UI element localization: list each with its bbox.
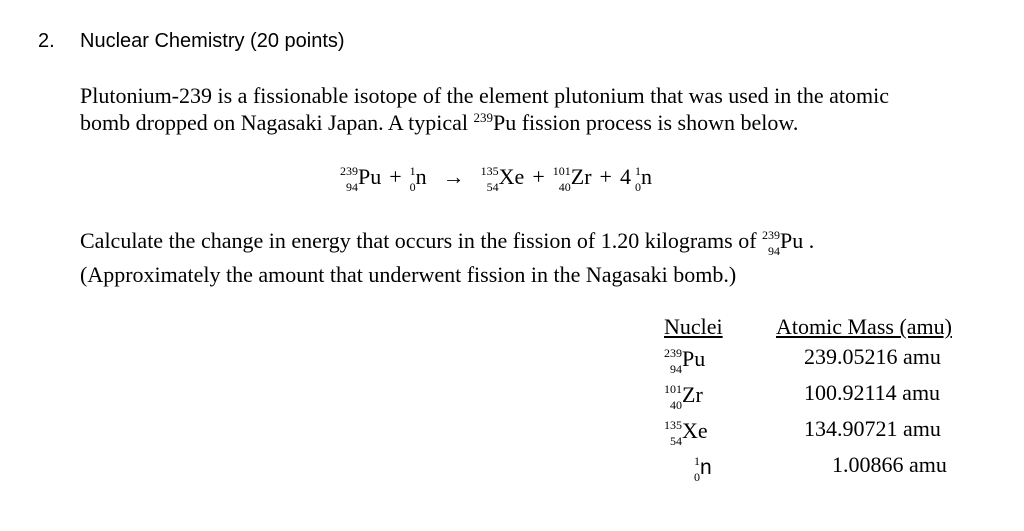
equation-neutron-product (634, 164, 652, 194)
nuclide-symbol: Pu (682, 346, 706, 371)
nuclide-symbol: n (415, 164, 427, 189)
equation-zr-nuclide (552, 164, 592, 194)
nuclide-symbol: Pu (358, 164, 382, 189)
task-pu-nuclide (762, 228, 804, 258)
table-row-neutron-mass: 1.00866 amu (832, 452, 947, 477)
nuclide-symbol: Pu (780, 228, 804, 253)
nuclide-mass-number: 135 (664, 418, 682, 432)
table-row-zr-nuclide (664, 382, 703, 412)
equation-xe-nuclide (480, 164, 525, 194)
nuclide-atomic-number: 54 (486, 180, 499, 194)
pu-isotope-mass: 239 (473, 110, 493, 125)
nuclide-atomic-number: 94 (768, 244, 781, 258)
neutron-coefficient: 4 (619, 164, 631, 189)
nuclide-atomic-number: 40 (558, 180, 571, 194)
plus-sign: + (599, 164, 612, 189)
nuclide-mass-number: 1 (409, 164, 416, 178)
nuclide-mass-number: 239 (340, 164, 358, 178)
nuclide-atomic-number: 94 (670, 362, 682, 376)
table-row-xe-nuclide (664, 418, 708, 448)
nuclide-mass-number: 1 (694, 454, 700, 468)
table-header-atomic-mass: Atomic Mass (amu) (776, 314, 952, 339)
intro-line-1: Plutonium-239 is a fissionable isotope of the element plutonium that was used in the atomic (80, 83, 889, 108)
question-title: Nuclear Chemistry (20 points) (80, 30, 345, 52)
question-number: 2. (38, 30, 55, 52)
plus-sign: + (532, 164, 545, 189)
task-line-2: (Approximately the amount that underwent fission in the Nagasaki bomb.) (80, 262, 737, 287)
table-row-neutron-nuclide (694, 454, 712, 484)
task-line-1 (80, 228, 815, 258)
fission-equation (340, 164, 652, 194)
table-row-pu-nuclide (664, 346, 706, 376)
nuclide-atomic-number: 40 (670, 398, 682, 412)
equation-neutron-reactant (409, 164, 427, 194)
nuclide-symbol: Xe (498, 164, 525, 189)
pu-isotope-symbol: Pu (492, 110, 517, 135)
reaction-arrow: → (442, 164, 465, 189)
nuclide-mass-number: 239 (762, 228, 781, 242)
nuclide-symbol: n (700, 456, 712, 479)
intro-line-2 (80, 109, 889, 136)
equation-pu-nuclide (340, 164, 382, 194)
nuclide-atomic-number: 0 (694, 470, 700, 484)
nuclide-symbol: Zr (682, 382, 703, 407)
nuclide-mass-number: 101 (552, 164, 571, 178)
nuclide-atomic-number: 0 (634, 180, 641, 194)
table-row-pu-mass: 239.05216 amu (804, 344, 941, 369)
nuclide-symbol: n (640, 164, 652, 189)
nuclide-atomic-number: 54 (670, 434, 682, 448)
nuclide-mass-number: 135 (480, 164, 499, 178)
table-row-xe-mass: 134.90721 amu (804, 416, 941, 441)
task-period: . (803, 228, 815, 253)
table-row-zr-mass: 100.92114 amu (804, 380, 941, 405)
nuclide-mass-number: 1 (634, 164, 641, 178)
intro-line-2-end: fission process is shown below. (516, 110, 799, 135)
plus-sign: + (389, 164, 402, 189)
table-header-nuclei: Nuclei (664, 314, 723, 339)
intro-line-2-text: bomb dropped on Nagasaki Japan. A typical (80, 110, 474, 135)
nuclide-mass-number: 101 (664, 382, 682, 396)
nuclide-mass-number: 239 (664, 346, 682, 360)
task-text: Calculate the change in energy that occurs in the fission of 1.20 kilograms of (80, 228, 763, 253)
nuclide-atomic-number: 0 (409, 180, 416, 194)
nuclide-atomic-number: 94 (346, 180, 358, 194)
nuclide-symbol: Xe (682, 418, 708, 443)
intro-paragraph (80, 82, 889, 136)
nuclide-symbol: Zr (570, 164, 592, 189)
